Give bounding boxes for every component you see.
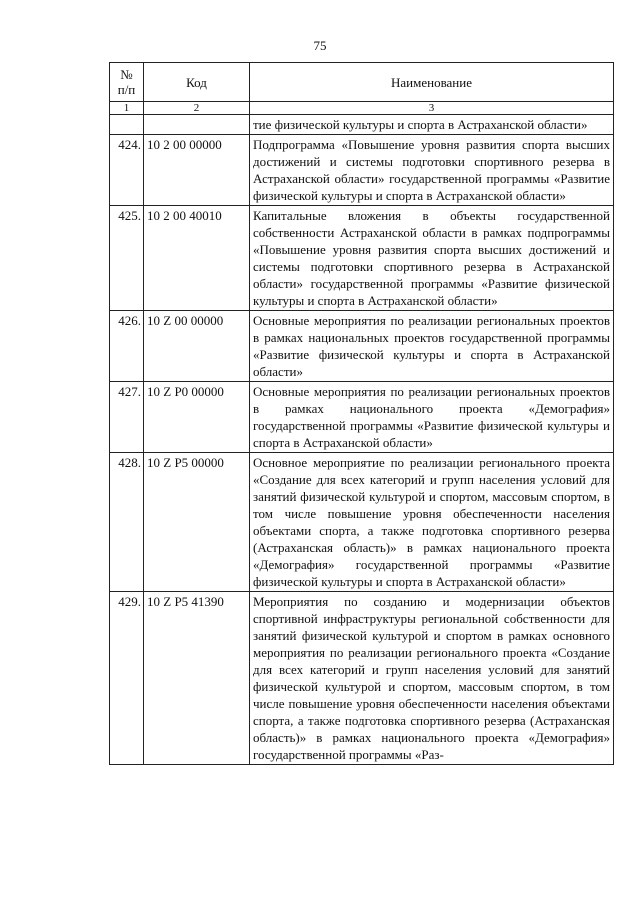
row-name: Капитальные вложения в объекты государственной собственности Астраханской области в рамках подпрограммы «Повышение уровня развития спорта высших достижений и системы подготовки спортивного резерва в Астраханской области» государственной программы «Развитие физической культуры и спорта в Астраханской области»: [250, 206, 614, 311]
row-name: тие физической культуры и спорта в Астраханской области»: [250, 115, 614, 135]
row-number: 428.: [110, 453, 144, 592]
row-number: 427.: [110, 382, 144, 453]
row-number: 429.: [110, 592, 144, 765]
table-row: [110, 592, 614, 765]
row-code: 10 Z P5 00000: [144, 453, 250, 592]
column-index: 1: [110, 102, 144, 115]
row-code: 10 Z P5 41390: [144, 592, 250, 765]
row-code: 10 Z 00 00000: [144, 311, 250, 382]
row-code: 10 Z P0 00000: [144, 382, 250, 453]
column-index: 2: [144, 102, 250, 115]
row-code: 10 2 00 40010: [144, 206, 250, 311]
column-index-row: [110, 102, 614, 115]
row-name: Основные мероприятия по реализации региональных проектов в рамках национального проекта «Демография» государственной программы «Развитие физической культуры и спорта в Астраханской области»: [250, 382, 614, 453]
row-code: 10 2 00 00000: [144, 135, 250, 206]
row-number: [110, 115, 144, 135]
row-number: 425.: [110, 206, 144, 311]
table-row: [110, 311, 614, 382]
header-name: Наименование: [250, 63, 614, 102]
row-name: Основное мероприятие по реализации регионального проекта «Создание для всех категорий и групп населения условий для занятий физической культурой и спортом, массовым спортом, в том числе повышение уровня обеспеченности населения объектами спорта, а также подготовка спортивного резерва (Астраханская область)» в рамках национального проекта «Демография» государственной программы «Развитие физической культуры и спорта в Астраханской области»: [250, 453, 614, 592]
budget-classification-table: [109, 62, 614, 765]
row-name: Мероприятия по созданию и модернизации объектов спортивной инфраструктуры региональной собственности для занятий физической культурой и спортом в рамках основного мероприятия по реализации регионального проекта «Создание для всех категорий и групп населения условий для занятий физической культурой и спортом, массовым спортом, в том числе повышение уровня обеспеченности населения объектами спорта, а также подготовка спортивного резерва (Астраханская область)» в рамках национального проекта «Демография» государственной программы «Раз-: [250, 592, 614, 765]
table-row: [110, 206, 614, 311]
column-index: 3: [250, 102, 614, 115]
row-name: Основные мероприятия по реализации региональных проектов в рамках национальных проектов государственной программы «Развитие физической культуры и спорта в Астраханской области»: [250, 311, 614, 382]
header-code: Код: [144, 63, 250, 102]
table-row: [110, 382, 614, 453]
table-row: [110, 115, 614, 135]
row-number: 426.: [110, 311, 144, 382]
header-row: [110, 63, 614, 102]
row-number: 424.: [110, 135, 144, 206]
row-code: [144, 115, 250, 135]
page-number: 75: [313, 38, 327, 53]
row-name: Подпрограмма «Повышение уровня развития спорта высших достижений и системы подготовки спортивного резерва в Астраханской области» государственной программы «Развитие физической культуры и спорта в Астраханской области»: [250, 135, 614, 206]
header-number: № п/п: [110, 63, 144, 102]
table-row: [110, 135, 614, 206]
table-row: [110, 453, 614, 592]
